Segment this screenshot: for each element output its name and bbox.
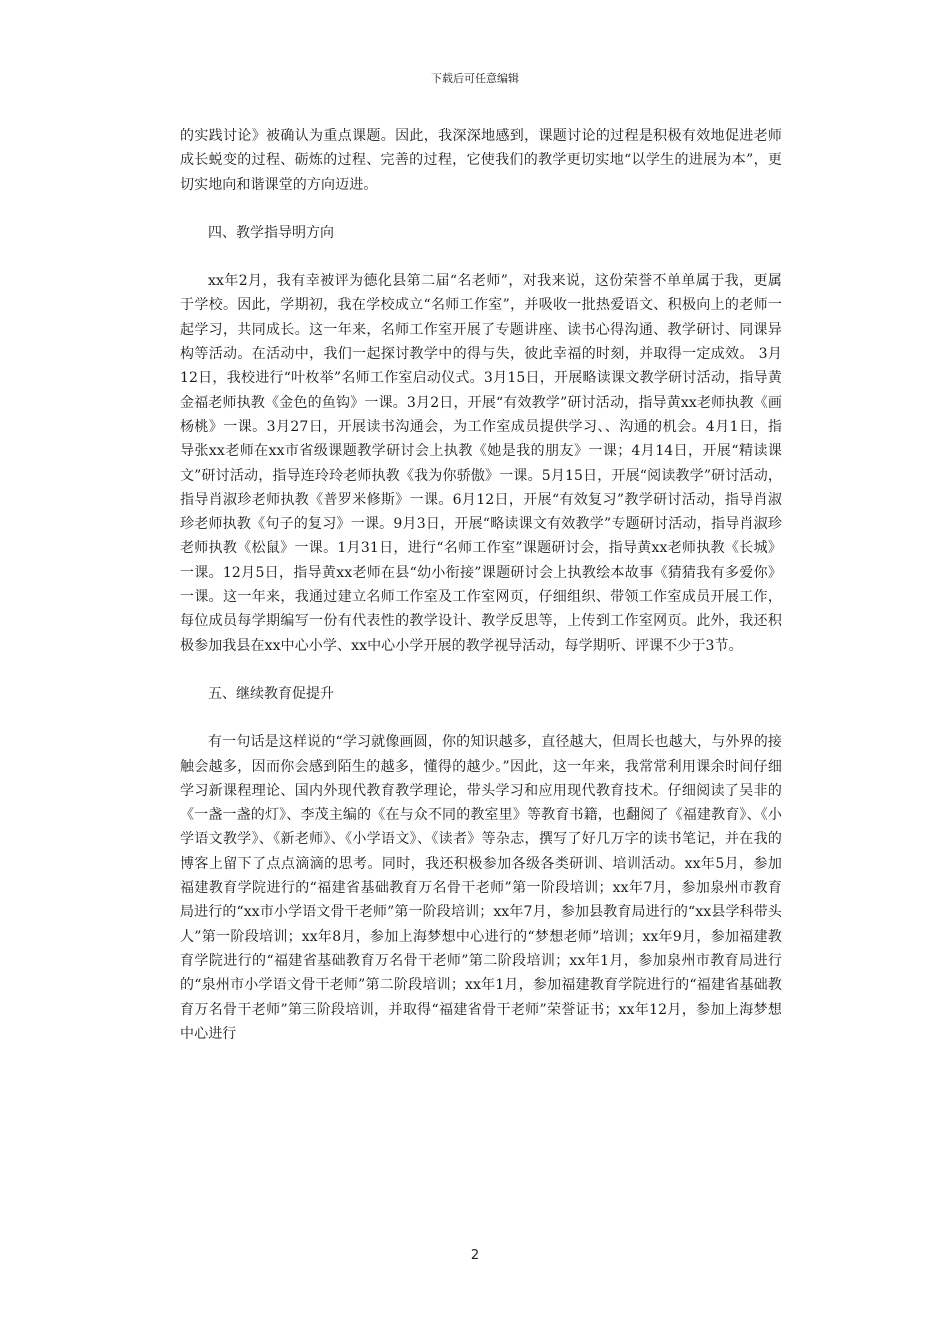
intro-paragraph: 的实践讨论》被确认为重点课题。因此，我深深地感到，课题讨论的过程是积极有效地促进老师成长蜕变的过程、砺炼的过程、完善的过程，它使我们的教学更切实地“以学生的进展为本”，更切实地向和谐课堂的方向迈进。 bbox=[180, 128, 782, 193]
document-body bbox=[180, 124, 782, 1046]
section-4-paragraph: xx年2月，我有幸被评为德化县第二届“名老师”，对我来说，这份荣誉不单单属于我，更属于学校。因此，学期初，我在学校成立“名师工作室”，并吸收一批热爱语文、积极向上的老师一起学习，共同成长。这一年来，名师工作室开展了专题讲座、读书心得沟通、教学研讨、同课异构等活动。在活动中，我们一起探讨教学中的得与失，彼此幸福的时刻，并取得一定成效。 3月12日，我校进行“叶枚举”名师工作室启动仪式。3月15日，开展略读课文教学研讨活动，指导黄金福老师执教《金色的鱼钩》一课。3月2日，开展“有效教学”研讨活动，指导黄xx老师执教《画杨桃》一课。3月27日，开展读书沟通会，为工作室成员提供学习、、沟通的机会。4月1日，指导张xx老师在xx市省级课题教学研讨会上执教《她是我的朋友》一课；4月14日，开展“精读课文”研讨活动，指导连玲玲老师执教《我为你骄傲》一课。5月15日，开展“阅读教学”研讨活动，指导肖淑珍老师执教《普罗米修斯》一课。6月12日，开展“有效复习”教学研讨活动，指导肖淑珍老师执教《句子的复习》一课。9月3日，开展“略读课文有效教学”专题研讨活动，指导肖淑珍老师执教《松鼠》一课。1月31日，进行“名师工作室”课题研讨会，指导黄xx老师执教《长城》一课。12月5日，指导黄xx老师在县“幼小衔接”课题研讨会上执教绘本故事《猜猜我有多爱你》一课。这一年来，我通过建立名师工作室及工作室网页，仔细组织、带领工作室成员开展工作，每位成员每学期编写一份有代表性的教学设计、教学反思等，上传到工作室网页。此外，我还积极参加我县在xx中心小学、xx中心小学开展的教学视导活动，每学期听、评课不少于3节。 bbox=[180, 273, 782, 654]
section-4-heading: 四、教学指导明方向 bbox=[208, 224, 334, 241]
section-5-paragraph: 有一句话是这样说的“学习就像画圆，你的知识越多，直径越大，但周长也越大，与外界的接触会越多，因而你会感到陌生的越多，懂得的越少。”因此，这一年来，我常常利用课余时间仔细学习新课程理论、国内外现代教育教学理论，带头学习和应用现代教育技术。仔细阅读了吴非的《一盏一盏的灯》、李茂主编的《在与众不同的教室里》等教育书籍，也翻阅了《福建教育》、《小学语文教学》、《新老师》、《小学语文》、《读者》等杂志，撰写了好几万字的读书笔记，并在我的博客上留下了点点滴滴的思考。同时，我还积极参加各级各类研训、培训活动。xx年5月，参加福建教育学院进行的“福建省基础教育万名骨干老师”第一阶段培训；xx年7月，参加泉州市教育局进行的“xx市小学语文骨干老师”第一阶段培训；xx年7月，参加县教育局进行的“xx县学科带头人”第一阶段培训；xx年8月，参加上海梦想中心进行的“梦想老师”培训；xx年9月，参加福建教育学院进行的“福建省基础教育万名骨干老师”第二阶段培训；xx年1月，参加泉州市教育局进行的“泉州市小学语文骨干老师”第二阶段培训；xx年1月，参加福建教育学院进行的“福建省基础教育万名骨干老师”第三阶段培训，并取得“福建省骨干老师”荣誉证书；xx年12月，参加上海梦想中心进行 bbox=[180, 734, 782, 1042]
page-header: 下载后可任意编辑 bbox=[431, 72, 519, 85]
page-number: 2 bbox=[470, 1248, 480, 1263]
section-5-heading: 五、继续教育促提升 bbox=[208, 685, 334, 702]
